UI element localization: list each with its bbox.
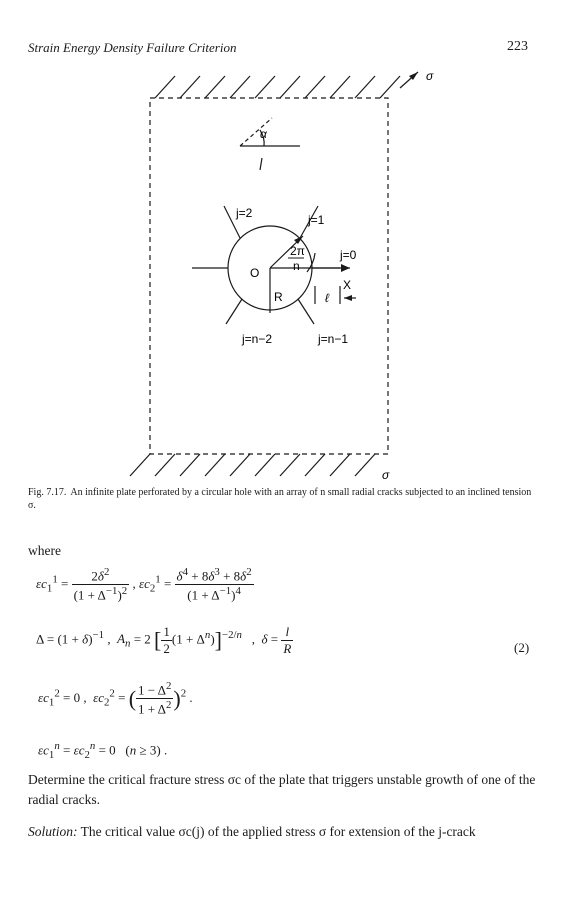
page-number: 223	[507, 39, 528, 54]
equation-number: (2)	[514, 640, 530, 655]
crack-jn2-label: j=n−2	[242, 332, 273, 346]
eq-line-3: $\varepsilon c_1^2 = 0$ , $\varepsilon c_2^2$ = ( $\frac{1 - \Delta^2}{1 + \Delta^2}$ )$^2$ .	[38, 680, 193, 717]
caption-text: An infinite plate perforated by a circular hole with an array of n small radial cracks subjected to an inclined tension σ.	[28, 487, 532, 511]
eq-line-4: $\varepsilon c_1^n = \varepsilon c_2^n = 0$ (n ≥ 3) .	[38, 740, 168, 761]
top-stress-arrows	[155, 72, 418, 98]
eq-line-1: $\varepsilon c_1^1$ = $\frac{2\delta^2}{(1 + \Delta^{-1})^2}$ , $\varepsilon c_2^1$ = $\frac{\delta^4 + 8\delta^3 + 8\delta^2}{(1 + \Delta^{-1})^4}$	[36, 566, 252, 603]
figure-caption	[28, 486, 538, 512]
crack-length-label: ℓ	[325, 291, 329, 305]
caption-label: Fig. 7.17.	[28, 487, 67, 498]
plate-boundary	[150, 98, 388, 454]
alpha-label: α	[260, 127, 267, 141]
solution-text: The critical value σc(j) of the applied stress σ for extension of the j-crack	[80, 824, 476, 839]
radius-label: R	[274, 290, 283, 304]
running-head: Strain Energy Density Failure Criterion	[28, 40, 237, 55]
solution-label: Solution:	[28, 824, 78, 839]
bottom-stress-arrows	[130, 454, 375, 476]
eq-line-2: $\Delta = (1 + \delta)^{-1}$ , $A_n = 2$ [ $\frac{1}{2}$ $(1 + \Delta^n)]^{-2/n}$ , δ = $\frac{l}{R}$	[36, 624, 292, 656]
sigma-bottom-label: σ	[382, 468, 390, 482]
sigma-top-label: σ	[426, 69, 434, 83]
problem-statement: Determine the critical fracture stress σc of the plate that triggers unstable growth of one of the radial cracks.	[28, 772, 536, 807]
figure-7-17	[100, 58, 460, 483]
crack-j0-label: j=0	[340, 248, 357, 262]
angle-numerator-label: 2π	[290, 244, 305, 258]
angle-denominator-label: n	[293, 259, 300, 273]
origin-label: O	[250, 266, 260, 280]
crack-jn1-label: j=n−1	[318, 332, 349, 346]
crack-j2-label: j=2	[236, 206, 253, 220]
x-axis-label: X	[343, 278, 352, 292]
crack-j1-label: j=1	[308, 213, 325, 227]
solution-paragraph	[28, 822, 548, 842]
where-text: where	[28, 543, 61, 558]
